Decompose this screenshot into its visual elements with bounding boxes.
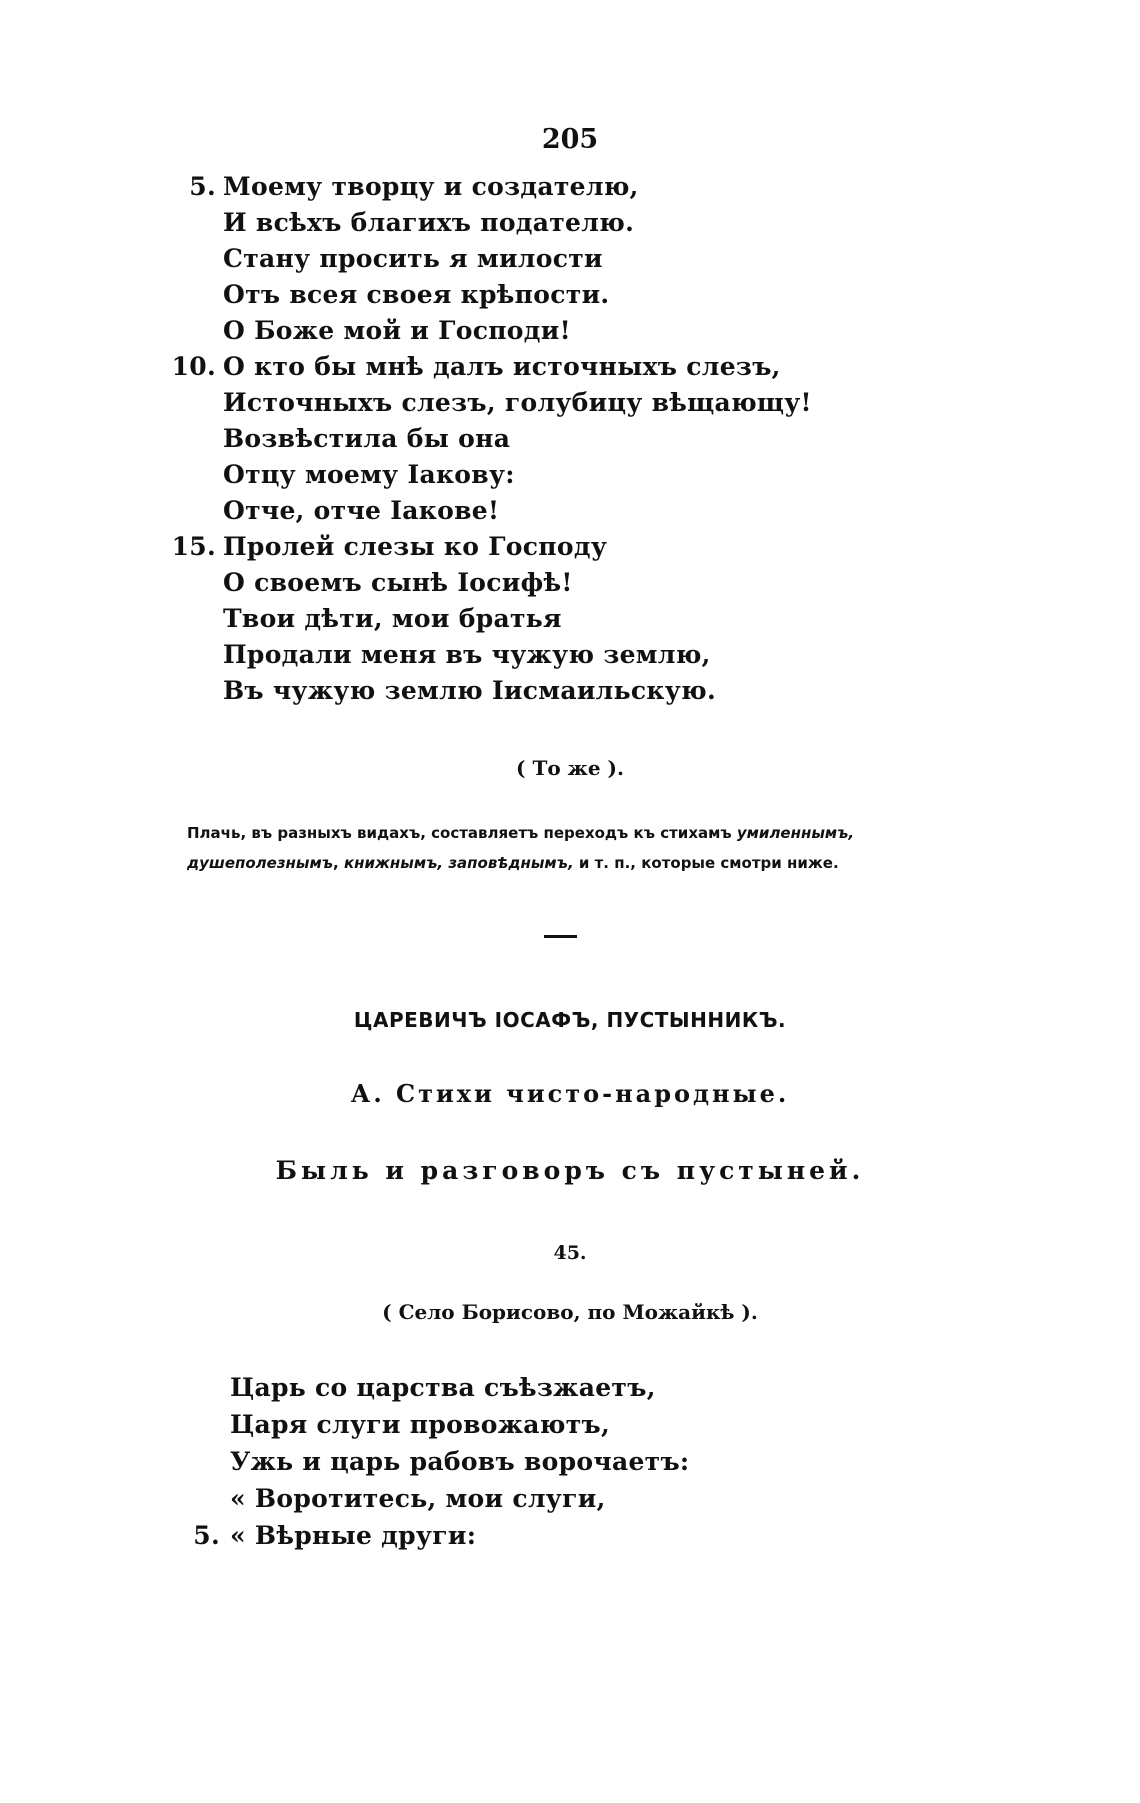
line-text: О кто бы мнѣ далъ источныхъ слезъ, <box>223 352 781 381</box>
verse-line <box>0 421 1140 457</box>
verse-line <box>0 349 1140 385</box>
line-text: Отче, отче Іакове! <box>223 496 500 525</box>
note-italic-term: книжнымъ, <box>343 854 444 872</box>
verse-block-1 <box>0 169 1140 709</box>
line-text: Отцу моему Іакову: <box>223 460 515 489</box>
verse-line <box>0 529 1140 565</box>
verse-line <box>0 385 1140 421</box>
verse-line <box>0 277 1140 313</box>
line-text: Твои дѣти, мои братья <box>223 604 562 633</box>
line-number: 5. <box>193 1521 220 1550</box>
note-text: и т. п., которые смотри ниже. <box>578 854 839 872</box>
section-divider <box>544 935 577 938</box>
verse-line <box>0 241 1140 277</box>
line-number: 5. <box>189 172 216 201</box>
line-text: И всѣхъ благихъ подателю. <box>223 208 635 237</box>
editorial-note <box>187 818 987 878</box>
line-text: Моему творцу и создателю, <box>223 172 639 201</box>
poem-source: ( Село Борисово, по Можайкѣ ). <box>382 1300 758 1324</box>
note-italic-term: умиленнымъ, <box>736 824 855 842</box>
line-text: « Воротитесь, мои слуги, <box>230 1484 606 1513</box>
verse-line <box>0 565 1140 601</box>
page-number: 205 <box>541 124 599 155</box>
line-number: 10. <box>171 352 216 381</box>
poem-number: 45. <box>553 1242 587 1264</box>
source-note: ( То же ). <box>516 756 624 780</box>
verse-line <box>0 313 1140 349</box>
line-text: Отъ всея своея крѣпости. <box>223 280 610 309</box>
line-text: Возвѣстила бы она <box>223 424 511 453</box>
verse-line <box>0 673 1140 709</box>
note-line-2 <box>187 848 987 878</box>
subsection-heading: А. Стихи чисто-народные. <box>350 1079 790 1108</box>
verse-line <box>0 1480 1140 1517</box>
verse-line <box>0 493 1140 529</box>
line-text: О своемъ сынѣ Іосифѣ! <box>223 568 573 597</box>
line-text: « Вѣрные други: <box>230 1521 477 1550</box>
note-text: , <box>333 854 339 872</box>
line-text: Ужь и царь рабовъ ворочаетъ: <box>230 1447 690 1476</box>
verse-line <box>0 1443 1140 1480</box>
section-heading: ЦАРЕВИЧЪ ІОСАФЪ, ПУСТЫННИКЪ. <box>353 1008 787 1032</box>
verse-line <box>0 1406 1140 1443</box>
line-text: Источныхъ слезъ, голубицу вѣщающу! <box>223 388 812 417</box>
line-text: Царя слуги провожаютъ, <box>230 1410 610 1439</box>
verse-block-2 <box>0 1369 1140 1554</box>
verse-line <box>0 169 1140 205</box>
line-text: Царь со царства съѣзжаетъ, <box>230 1373 656 1402</box>
poem-title: Быль и разговоръ съ пустыней. <box>275 1156 865 1185</box>
note-line-1 <box>187 818 987 848</box>
note-text: Плачь, въ разныхъ видахъ, составляетъ переходъ къ стихамъ <box>187 824 732 842</box>
verse-line <box>0 1517 1140 1554</box>
line-text: Въ чужую землю Іисмаильскую. <box>223 676 716 705</box>
verse-line <box>0 601 1140 637</box>
line-text: Стану просить я милости <box>223 244 603 273</box>
line-number: 15. <box>171 532 216 561</box>
line-text: О Боже мой и Господи! <box>223 316 571 345</box>
note-italic-term: заповѣднымъ, <box>448 854 574 872</box>
verse-line <box>0 637 1140 673</box>
note-italic-term: душеполезнымъ <box>187 854 334 872</box>
line-text: Продали меня въ чужую землю, <box>223 640 711 669</box>
verse-line <box>0 1369 1140 1406</box>
verse-line <box>0 457 1140 493</box>
verse-line <box>0 205 1140 241</box>
line-text: Пролей слезы ко Господу <box>223 532 608 561</box>
